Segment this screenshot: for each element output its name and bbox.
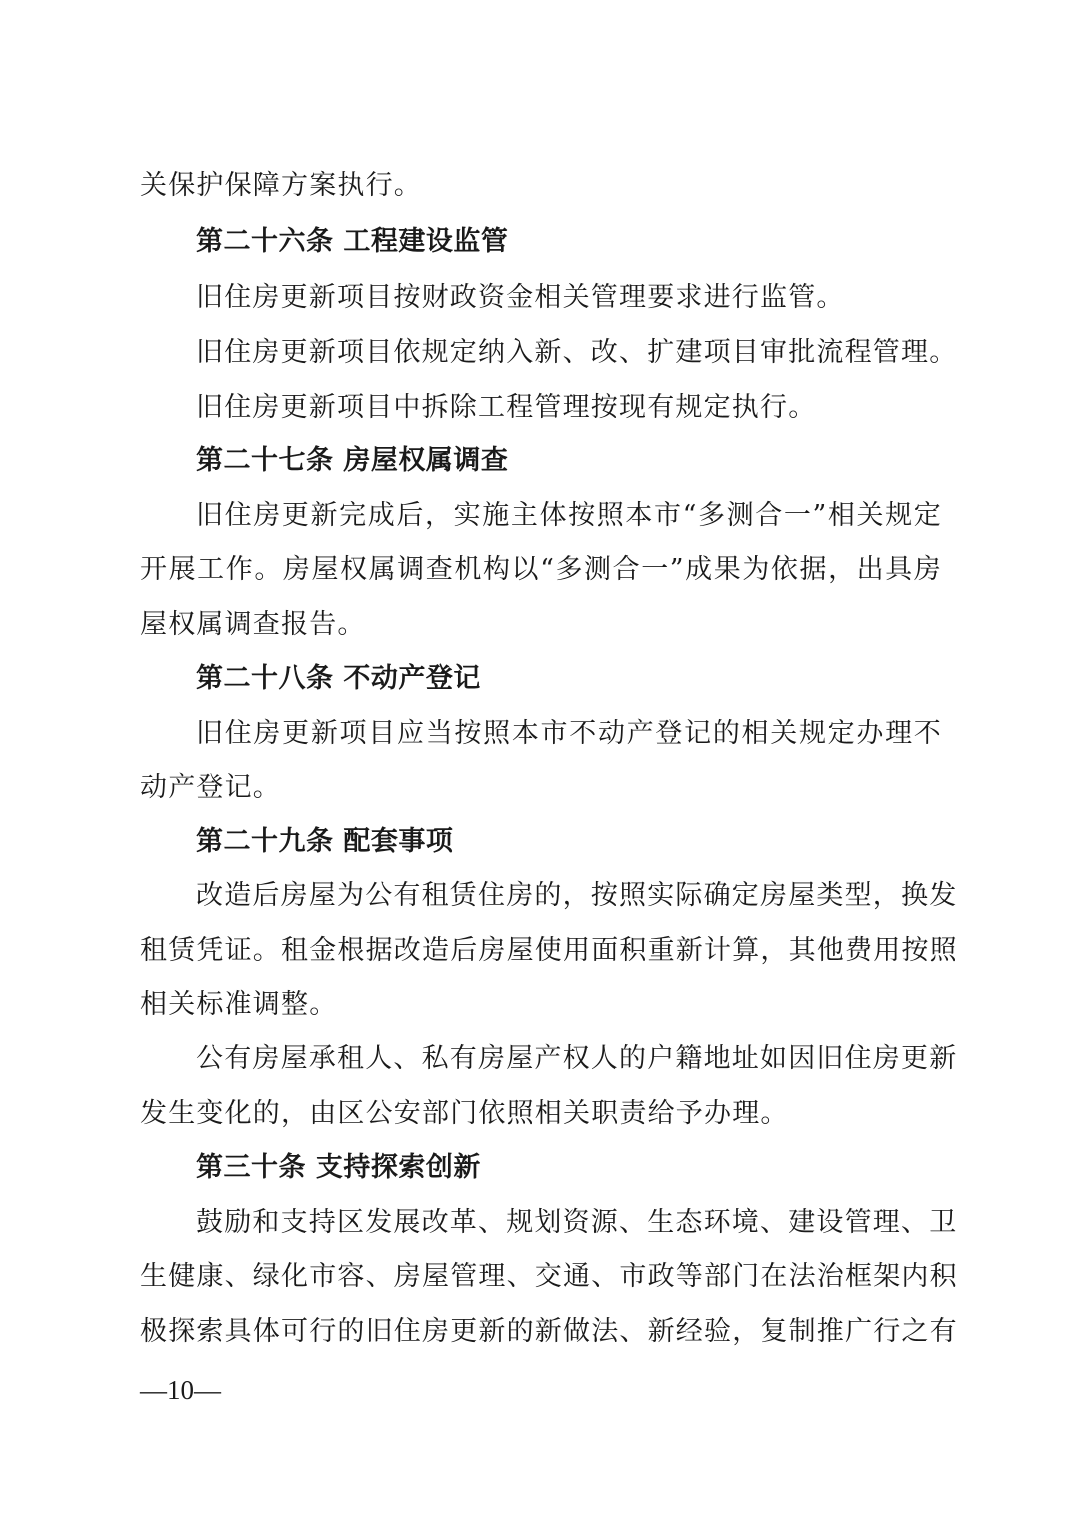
text-line: 发生变化的，由区公安部门依照相关职责给予办理。	[140, 1098, 789, 1129]
text-line: 旧住房更新项目中拆除工程管理按现有规定执行。	[196, 392, 817, 423]
text-line: 关保护保障方案执行。	[140, 170, 422, 201]
text-line: 屋权属调查报告。	[140, 609, 366, 640]
text-line: 动产登记。	[140, 772, 281, 803]
article-29-heading: 第二十九条 配套事项	[196, 826, 454, 857]
text-line: 极探索具体可行的旧住房更新的新做法、新经验，复制推广行之有	[140, 1316, 958, 1347]
text-line: 旧住房更新完成后，实施主体按照本市“多测合一”相关规定	[196, 500, 942, 531]
text-line: 旧住房更新项目应当按照本市不动产登记的相关规定办理不	[196, 718, 942, 749]
article-30-heading: 第三十条 支持探索创新	[196, 1152, 481, 1183]
text-line: 开展工作。房屋权属调查机构以“多测合一”成果为依据，出具房	[140, 554, 942, 585]
text-line: 公有房屋承租人、私有房屋产权人的户籍地址如因旧住房更新	[196, 1043, 958, 1074]
text-line: 旧住房更新项目依规定纳入新、改、扩建项目审批流程管理。	[196, 337, 958, 368]
text-line: 改造后房屋为公有租赁住房的，按照实际确定房屋类型，换发	[196, 880, 958, 911]
article-26-heading: 第二十六条 工程建设监管	[196, 226, 509, 257]
text-line: 相关标准调整。	[140, 989, 338, 1020]
text-line: 鼓励和支持区发展改革、规划资源、生态环境、建设管理、卫	[196, 1207, 958, 1238]
page-number: —10—	[140, 1375, 221, 1405]
article-28-heading: 第二十八条 不动产登记	[196, 663, 481, 694]
text-line: 生健康、绿化市容、房屋管理、交通、市政等部门在法治框架内积	[140, 1261, 958, 1292]
text-line: 旧住房更新项目按财政资金相关管理要求进行监管。	[196, 282, 845, 313]
article-27-heading: 第二十七条 房屋权属调查	[196, 445, 509, 476]
text-line: 租赁凭证。租金根据改造后房屋使用面积重新计算，其他费用按照	[140, 935, 958, 966]
